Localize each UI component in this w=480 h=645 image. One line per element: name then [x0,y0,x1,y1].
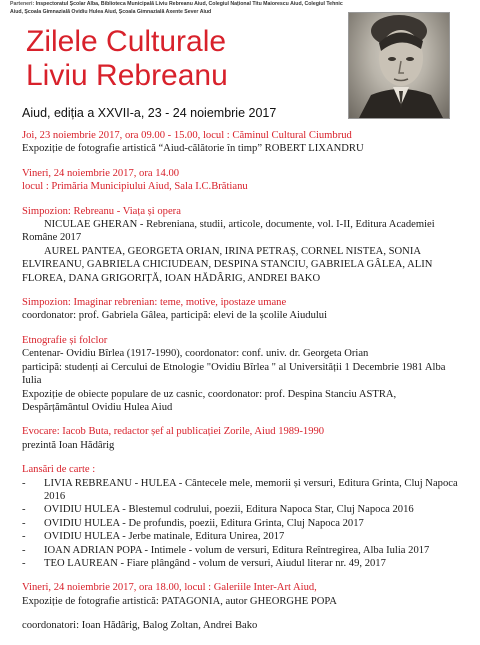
section-heading: Evocare: Iacob Buta, redactor șef al publicației Zorile, Aiud 1989-1990 [22,426,325,438]
section-heading: Simpozion: Imaginar rebrenian: teme, motive, ipostaze umane [22,297,287,309]
lansari-carte [22,463,462,570]
event-date-line: Vineri, 24 noiembrie 2017, ora 14.00 [22,167,180,179]
etnografie-line: Expoziție de obiecte populare de uz casnic, coordonator: prof. Despina Stanciu ASTRA, Despărțământul Ovidiu Hulea Aiud [22,388,397,413]
event-ciumbrud [22,129,462,156]
title-line-1: Zilele Culturale [26,25,227,58]
book-launch-text: LIVIA REBREANU - HULEA - Cântecele mele, memorii și versuri, Editura Grinta, Cluj Napoca 2016 [44,477,458,502]
event-inter-art [22,581,462,608]
section-heading: Etnografie și folclor [22,334,108,346]
book-launch-text: TEO LAUREAN - Fiare plângând - volum de versuri, Aiudul literar nr. 49, 2017 [44,557,386,569]
book-launch-item: - OVIDIU HULEA - Jerbe matinale, Editura Unirea, 2017 [22,531,285,543]
book-launch-text: OVIDIU HULEA - De profundis, poezii, Editura Grinta, Cluj Napoca 2017 [44,517,364,529]
etnografie-line: Centenar- Ovidiu Bîrlea (1917-1990), coordonator: conf. univ. dr. Georgeta Orian [22,348,369,360]
book-launch-text: OVIDIU HULEA - Jerbe matinale, Editura Unirea, 2017 [44,531,285,543]
evocare [22,425,462,452]
book-launch-item: - LIVIA REBREANU - HULEA - Cântecele mele, memorii și versuri, Editura Grinta, Cluj Napoca 2016 [22,477,462,504]
etnografie-folclor [22,334,462,414]
event-desc-author: ROBERT LIXANDRU [262,143,364,155]
event-desc-title: “Aiud-călătorie în timp” [158,143,263,155]
event-date-line: Vineri, 24 noiembrie 2017, ora 18.00, locul : Galeriile Inter-Art Aiud, [22,582,317,594]
partners-text: Inspectoratul Școlar Alba, Biblioteca Municipală Liviu Rebreanu Aiud, Colegiul Național Titu Maiorescu Aiud, Colegiul Tehnic Aiud, Școala Gimnazială Ovidiu Hulea Aiud, Școala Gimnazială Axente Sever Aiud [10,1,343,15]
portrait-photo [348,12,450,119]
partners-list [0,0,344,16]
page-title [26,25,228,93]
program-content [22,129,462,633]
etnografie-line: participă: studenți ai Cercului de Etnologie "Ovidiu Bîrlea " al Universității 1 Decembrie 1981 Alba Iulia [22,361,446,387]
event-description [22,142,462,155]
simpozion-viata-opera [22,205,462,285]
coordinators-footer [22,619,462,632]
title-line-2: Liviu Rebreanu [26,59,228,92]
portrait-image [349,13,449,118]
coordinator-line: coordonator: prof. Gabriela Gâlea, participă: elevi de la școlile Aiudului [22,310,328,322]
edition-subtitle: Aiud, ediția a XXVII-a, 23 - 24 noiembrie 2017 [22,106,277,120]
event-desc-prefix: Expoziție de fotografie artistică [22,143,159,155]
event-place-line: locul : Primăria Municipiului Aiud, Sala I.C.Brătianu [22,181,248,193]
partners-label: Parteneri: [10,1,35,7]
participant-item: AUREL PANTEA, GEORGETA ORIAN, IRINA PETRAȘ, CORNEL NISTEA, SONIA ELVIREANU, GABRIELA CHICIUDEAN, DESPINA STANCIU, GABRIELA GÂLEA, ALIN FLOREA, DANA GRIGORIȚĂ, IOAN HĂDÂRIG, ANDREI BAKO [22,245,433,284]
event-date-line: Joi, 23 noiembrie 2017, ora 09.00 - 15.00, locul : Căminul Cultural Ciumbrud [22,130,352,141]
presenter-line: prezintă Ioan Hădârig [22,439,115,451]
event-primaria [22,167,462,194]
event-description: Expoziție de fotografie artistică: PATAGONIA, autor GHEORGHE POPA [22,595,337,607]
book-launch-item: - TEO LAUREAN - Fiare plângând - volum de versuri, Aiudul literar nr. 49, 2017 [22,557,386,569]
section-heading: Simpozion: Rebreanu - Viața și opera [22,205,181,217]
book-launch-item: - OVIDIU HULEA - De profundis, poezii, Editura Grinta, Cluj Napoca 2017 [22,517,364,529]
book-launch-item: - IOAN ADRIAN POPA - Intimele - volum de versuri, Editura Reîntregirea, Alba Iulia 2017 [22,544,430,556]
participant-item: NICULAE GHERAN - Rebreniana, studii, articole, documente, vol. I-II, Editura Academiei Române 2017 [22,219,435,244]
section-heading: Lansări de carte : [22,464,96,476]
book-launch-text: OVIDIU HULEA - Blestemul codrului, poezii, Editura Napoca Star, Cluj Napoca 2016 [44,504,414,516]
simpozion-imaginar [22,296,462,323]
coordinators-line: coordonatori: Ioan Hădârig, Balog Zoltan, Andrei Bako [22,620,258,632]
book-launch-item: - OVIDIU HULEA - Blestemul codrului, poezii, Editura Napoca Star, Cluj Napoca 2016 [22,504,414,516]
book-launch-text: IOAN ADRIAN POPA - Intimele - volum de versuri, Editura Reîntregirea, Alba Iulia 2017 [44,544,430,556]
